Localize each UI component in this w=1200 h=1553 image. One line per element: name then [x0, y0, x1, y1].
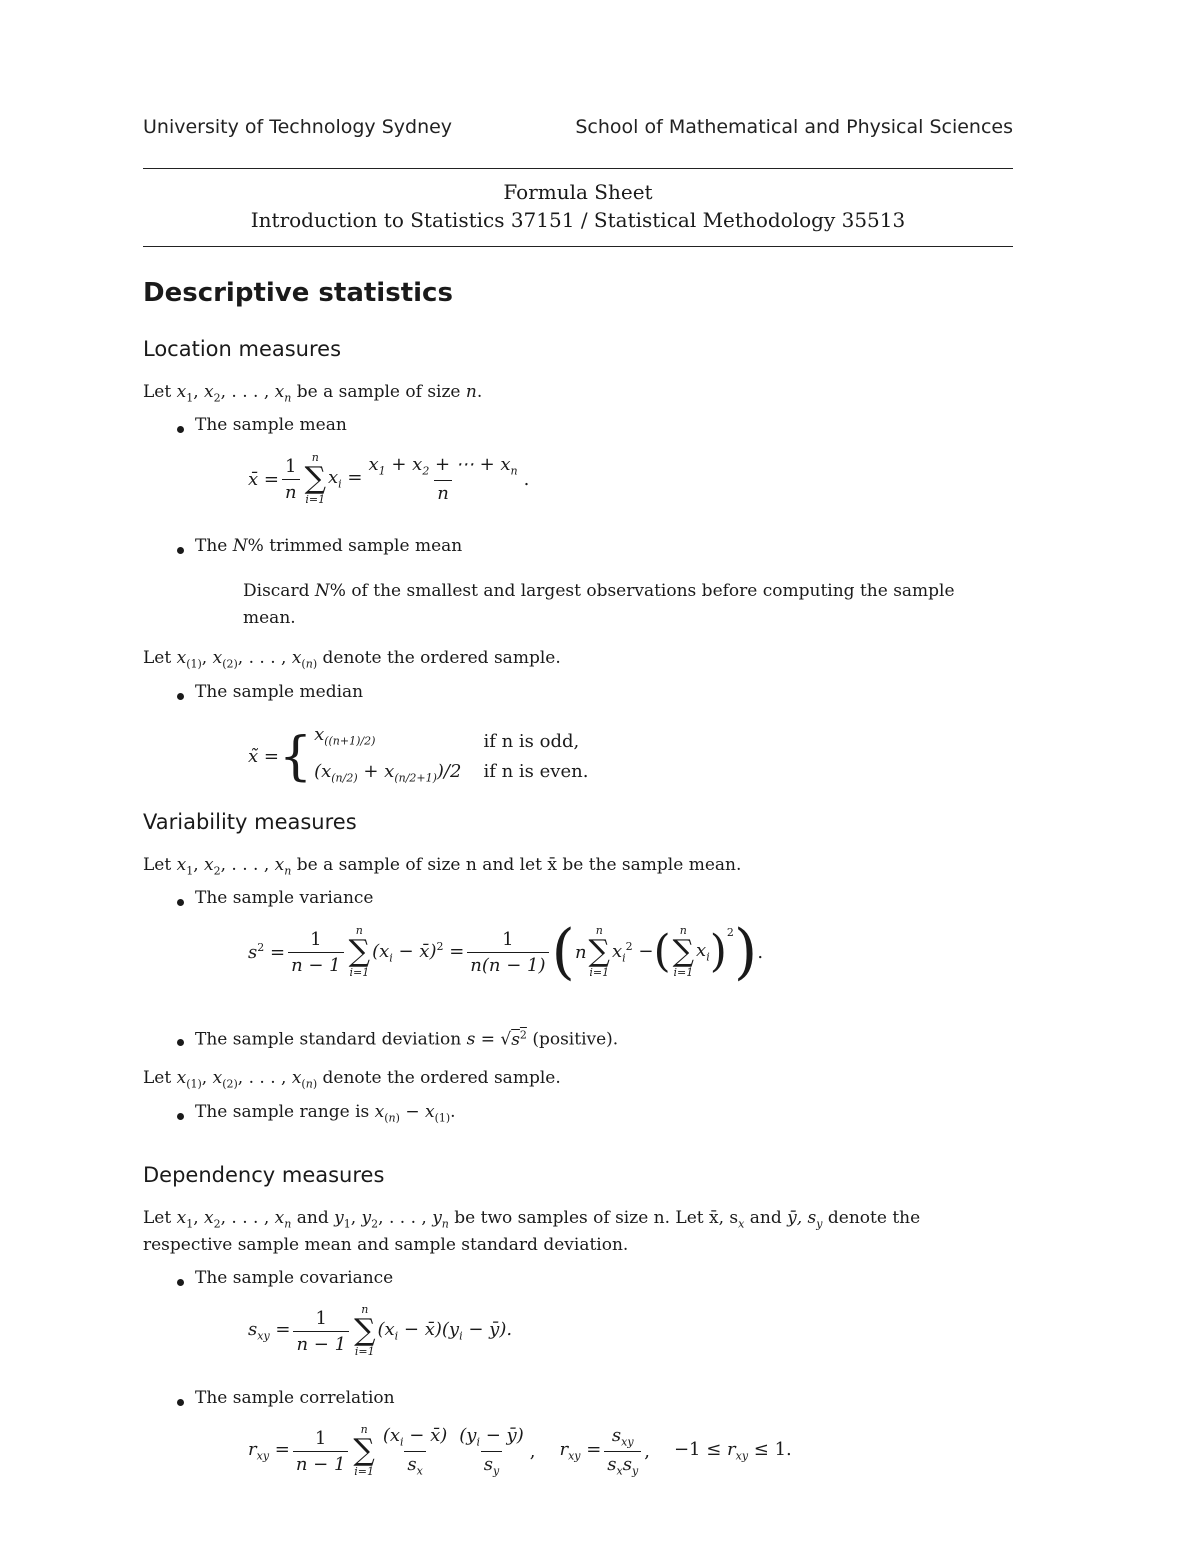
dependency-intro: Let $x_1$, $x_2$, . . . , $x_n$ and $y_1$, $y_2$, . . . , $y_n$ be two samples of size n. Let x̄, $s_x$ and ȳ, $s_y$ denote the	[143, 1208, 921, 1231]
covariance-label: The sample covariance	[195, 1268, 394, 1288]
ordered-intro-1: Let $x_{(1)}$, $x_{(2)}$, . . . , $x_{(n)}$ denote the ordered sample.	[143, 648, 561, 671]
bullet-dot	[177, 1399, 184, 1406]
median-formula: x̃ = { $x_{((n+1)/2)}$ $(x_{(n/2)} + x_{(n/2+1)})/2$ if n is odd, if n is even.	[248, 724, 589, 787]
variance-label: The sample variance	[195, 888, 374, 908]
mean-label: The sample mean	[195, 415, 347, 435]
location-intro: Let $x_1$, $x_2$, . . . , $x_n$ be a sample of size n.	[143, 382, 483, 405]
bullet-dot	[177, 899, 184, 906]
variance-formula: $s^2$ = $\frac{1}{n - 1}$ n ∑ i=1 ($x_i$ − x̄)$^2$ = $\frac{1}{n(n - 1)}$ ( n n ∑ i=1 $x_i^2$ − ( n ∑ i=1 $x_i$ ) $^2$ ) .	[248, 917, 764, 987]
range-label: The sample range is $x_{(n)} - x_{(1)}$.	[195, 1102, 456, 1125]
trimmed-description-end: mean.	[243, 608, 296, 628]
ordered-intro-2: Let $x_{(1)}$, $x_{(2)}$, . . . , $x_{(n)}$ denote the ordered sample.	[143, 1068, 561, 1091]
header-school: School of Mathematical and Physical Sciences	[575, 116, 1013, 138]
trimmed-label: The N% trimmed sample mean	[195, 536, 463, 556]
dependency-heading: Dependency measures	[143, 1163, 385, 1187]
title-line-2: Introduction to Statistics 37151 / Statistical Methodology 35513	[250, 208, 906, 232]
header-university: University of Technology Sydney	[143, 116, 453, 138]
bullet-dot	[177, 1279, 184, 1286]
covariance-formula: $s_{xy}$ = $\frac{1}{n - 1}$ n ∑ i=1 ($x_i$ − $x̄)(y_i$ − ȳ).	[248, 1303, 513, 1358]
top-rule	[143, 168, 1013, 169]
title-line-1: Formula Sheet	[503, 180, 653, 204]
sd-label: The sample standard deviation $s = √s^2$ (positive).	[195, 1028, 619, 1050]
dependency-intro-line-2: respective sample mean and sample standard deviation.	[143, 1235, 629, 1255]
bottom-rule	[143, 246, 1013, 247]
correlation-formula: $r_{xy}$ = $\frac{1}{n - 1}$ n ∑ i=1 $\frac{(x_i - x̄)}{s_x}$ $\frac{(y_i - ȳ)}{s_y}$ , $r_{xy}$ = $\frac{s_{xy}}{s_xs_y}$ , $-1 \le r_{xy} \le 1$.	[248, 1423, 792, 1478]
location-heading: Location measures	[143, 337, 342, 361]
correlation-label: The sample correlation	[195, 1388, 395, 1408]
bullet-dot	[177, 693, 184, 700]
variability-intro: Let $x_1$, $x_2$, . . . , $x_n$ be a sample of size n and let x̄ be the sample mean.	[143, 855, 742, 878]
trimmed-description: Discard N% of the smallest and largest observations before computing the sample	[243, 581, 955, 601]
mean-formula: x̄ = $\frac{1}{n}$ n ∑ i=1 $x_i$ = $\frac{x_1 + x_2 + \cdots + x_n}{n}$ .	[248, 451, 530, 506]
bullet-dot	[177, 547, 184, 554]
median-label: The sample median	[195, 682, 364, 702]
bullet-dot	[177, 1113, 184, 1120]
bullet-dot	[177, 426, 184, 433]
median-case-odd: if n is odd,	[483, 730, 580, 752]
section-heading: Descriptive statistics	[143, 278, 453, 308]
median-case-even: if n is even.	[483, 760, 589, 782]
variability-heading: Variability measures	[143, 810, 357, 834]
bullet-dot	[177, 1039, 184, 1046]
formula-sheet-page	[143, 0, 1013, 1553]
